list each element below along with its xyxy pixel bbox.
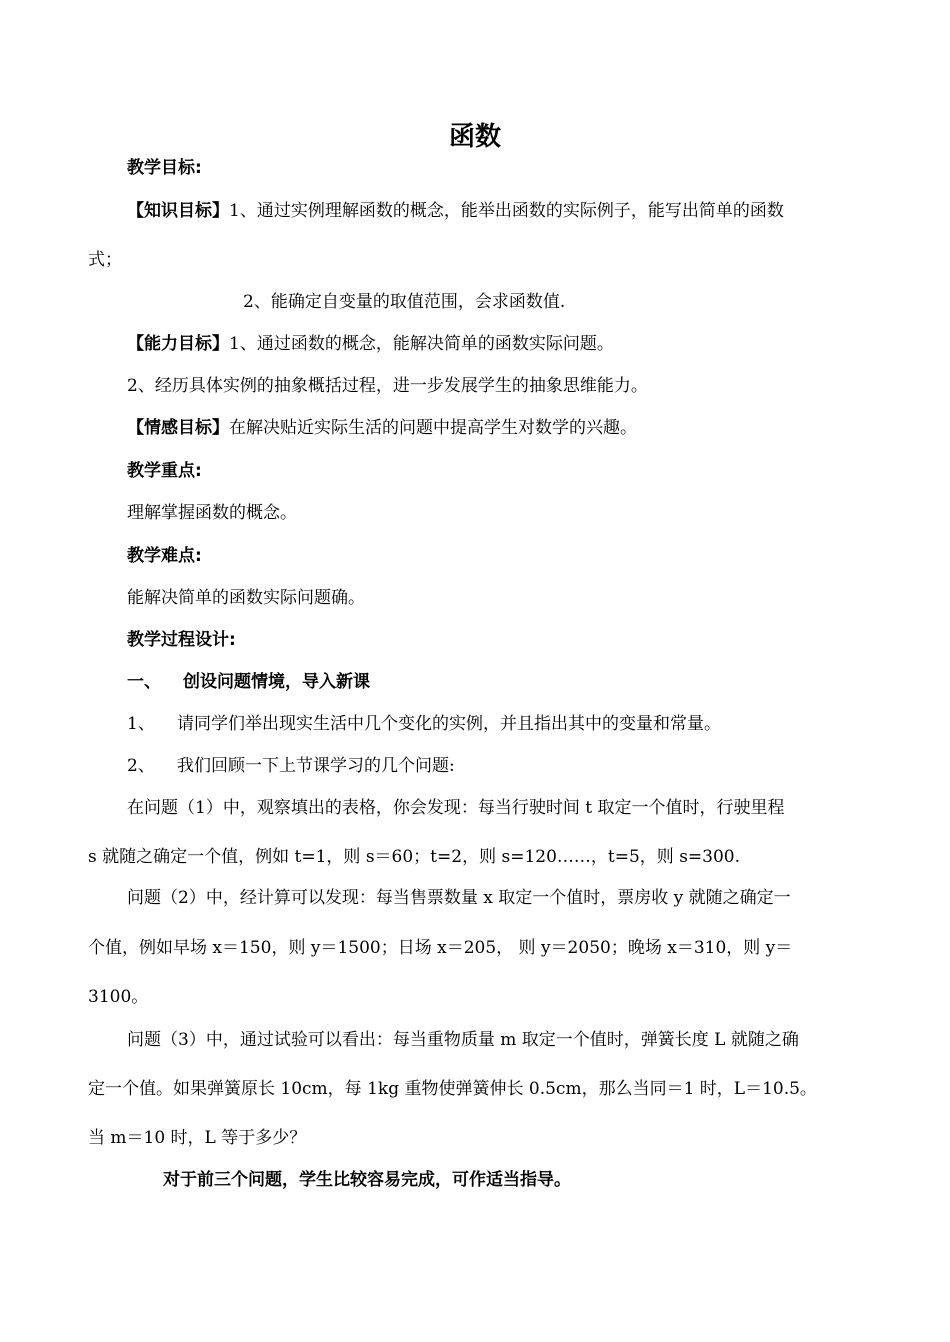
objectives-heading: 教学目标: xyxy=(127,158,202,178)
step2-line xyxy=(127,755,455,777)
step2-number: 2、 xyxy=(127,756,155,776)
paragraph3-line3: 当 m＝10 时，L 等于多少？ xyxy=(88,1128,307,1148)
section1-heading xyxy=(127,671,370,693)
section1-title: 创设问题情境，导入新课 xyxy=(183,672,370,692)
knowledge-objective-line2: 式； xyxy=(88,250,122,270)
step1-number: 1、 xyxy=(127,714,155,734)
ability-item2: 2、经历具体实例的抽象概括过程，进一步发展学生的抽象思维能力。 xyxy=(127,376,648,396)
knowledge-item1-text: 1、通过实例理解函数的概念，能举出函数的实际例子，能写出简单的函数 xyxy=(229,201,784,221)
knowledge-objective-line1 xyxy=(127,200,784,222)
paragraph2-line2: 个值，例如早场 x＝150，则 y＝1500；日场 x＝205， 则 y＝2050；晚场 x＝310，则 y＝ xyxy=(88,938,793,958)
step1-text: 请同学们举出现实生活中几个变化的实例，并且指出其中的变量和常量。 xyxy=(177,714,721,734)
knowledge-objective-tag: 【知识目标】 xyxy=(127,201,229,221)
ability-objective-tag: 【能力目标】 xyxy=(127,334,229,354)
step2-text: 我们回顾一下上节课学习的几个问题: xyxy=(177,756,455,776)
key-point-text: 理解掌握函数的概念。 xyxy=(127,503,297,523)
knowledge-item2: 2、能确定自变量的取值范围，会求函数值. xyxy=(243,292,566,312)
emotion-objective-tag: 【情感目标】 xyxy=(127,418,229,438)
teaching-note: 对于前三个问题，学生比较容易完成，可作适当指导。 xyxy=(163,1170,571,1190)
paragraph3-line1: 问题（3）中，通过试验可以看出：每当重物质量 m 取定一个值时，弹簧长度 L 就随之确 xyxy=(127,1030,799,1050)
page-title: 函数 xyxy=(448,122,501,152)
process-heading: 教学过程设计: xyxy=(127,630,236,650)
emotion-objective-line xyxy=(127,417,637,439)
ability-objective-line1 xyxy=(127,333,614,355)
paragraph3-line2: 定一个值。如果弹簧原长 10cm，每 1kg 重物使弹簧伸长 0.5cm，那么当同＝1 时，L＝10.5。 xyxy=(88,1079,817,1099)
ability-item1-text: 1、通过函数的概念，能解决简单的函数实际问题。 xyxy=(229,334,614,354)
step1-line xyxy=(127,713,721,735)
section1-number: 一、 xyxy=(127,672,161,692)
paragraph1-line2: s 就随之确定一个值，例如 t=1，则 s＝60；t=2，则 s=120……，t=5，则 s=300. xyxy=(88,847,741,867)
paragraph1-line1: 在问题（1）中，观察填出的表格，你会发现：每当行驶时间 t 取定一个值时，行驶里程 xyxy=(127,798,785,818)
paragraph2-line3: 3100。 xyxy=(88,987,149,1007)
difficulty-heading: 教学难点: xyxy=(127,546,202,566)
paragraph2-line1: 问题（2）中，经计算可以发现：每当售票数量 x 取定一个值时，票房收 y 就随之确定一 xyxy=(127,888,791,908)
difficulty-text: 能解决简单的函数实际问题确。 xyxy=(127,588,365,608)
emotion-objective-text: 在解决贴近实际生活的问题中提高学生对数学的兴趣。 xyxy=(229,418,637,438)
key-point-heading: 教学重点: xyxy=(127,461,202,481)
